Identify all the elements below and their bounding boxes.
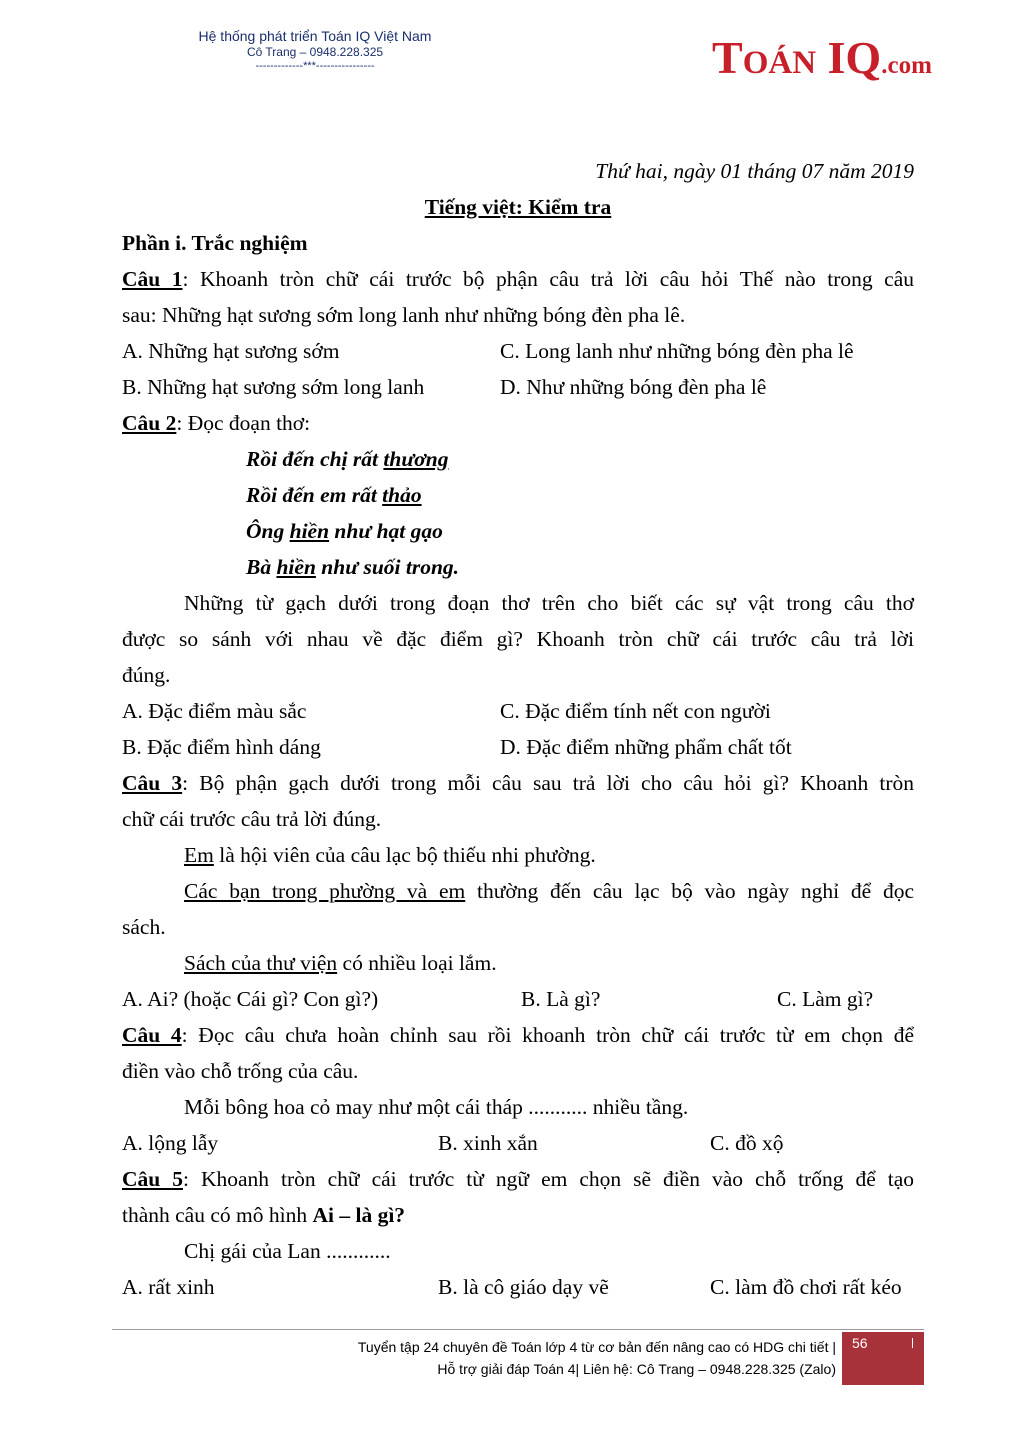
example-sentence: Em là hội viên của câu lạc bộ thiếu nhi phường. xyxy=(184,843,596,867)
document-body xyxy=(122,153,914,1305)
document-title: Tiếng việt: Kiểm tra xyxy=(424,195,612,219)
answer-b: B. Những hạt sương sớm long lanh xyxy=(122,375,425,399)
page-number-box xyxy=(842,1332,924,1385)
question-1-cont: sau: Những hạt sương sớm long lanh như những bóng đèn pha lê. xyxy=(122,303,686,327)
question-label: Câu 3 xyxy=(122,771,183,795)
answer-a: A. Đặc điểm màu sắc xyxy=(122,699,307,723)
example-sentence: Chị gái của Lan ............ xyxy=(184,1239,391,1263)
answer-c: C. Làm gì? xyxy=(777,987,874,1011)
footer-divider xyxy=(112,1329,924,1330)
question-label: Câu 1 xyxy=(122,267,183,291)
page-box-divider xyxy=(912,1338,913,1348)
question-2-text: Những từ gạch dưới trong đoạn thơ trên cho biết các sự vật trong câu thơ xyxy=(184,591,914,615)
answer-row xyxy=(122,1269,914,1305)
question-5: Câu 5: Khoanh tròn chữ cái trước từ ngữ em chọn sẽ điền vào chỗ trống để tạo xyxy=(122,1167,915,1191)
question-label: Câu 2 xyxy=(122,411,177,435)
poem-line: Bà hiền như suối trong. xyxy=(246,555,460,579)
document-date: Thứ hai, ngày 01 tháng 07 năm 2019 xyxy=(595,159,914,183)
answer-b: B. là cô giáo dạy vẽ xyxy=(438,1275,609,1299)
question-3: Câu 3: Bộ phận gạch dưới trong mỗi câu sau trả lời cho câu hỏi gì? Khoanh tròn xyxy=(122,771,915,795)
question-1: Câu 1: Khoanh tròn chữ cái trước bộ phận câu trả lời câu hỏi Thế nào trong câu xyxy=(122,267,915,291)
part-heading: Phần i. Trắc nghiệm xyxy=(122,231,308,255)
header-contact xyxy=(150,28,480,73)
answer-c: C. Đặc điểm tính nết con người xyxy=(500,699,771,723)
question-label: Câu 4 xyxy=(122,1023,182,1047)
example-sentence: Sách của thư viện có nhiều loại lắm. xyxy=(184,951,497,975)
answer-row xyxy=(122,333,914,369)
header-divider: -------------***---------------- xyxy=(255,60,375,72)
question-5-cont: thành câu có mô hình Ai – là gì? xyxy=(122,1203,406,1227)
question-2-cont: được so sánh với nhau về đặc điểm gì? Khoanh tròn chữ cái trước câu trả lời xyxy=(122,627,914,651)
toaniq-logo: TOÁN IQ.com xyxy=(712,32,932,83)
example-sentence: Mỗi bông hoa cỏ may như một cái tháp ........... nhiều tầng. xyxy=(184,1095,689,1119)
example-sentence-cont: sách. xyxy=(122,915,166,939)
answer-c: C. Long lanh như những bóng đèn pha lê xyxy=(500,339,854,363)
poem-line: Rồi đến chị rất thương xyxy=(246,447,449,471)
answer-b: B. Đặc điểm hình dáng xyxy=(122,735,321,759)
poem-line: Ông hiền như hạt gạo xyxy=(246,519,443,543)
page-footer xyxy=(112,1336,836,1380)
answer-a: A. rất xinh xyxy=(122,1275,215,1299)
header-title: Hệ thống phát triển Toán IQ Việt Nam xyxy=(198,28,432,44)
poem-line: Rồi đến em rất thảo xyxy=(246,483,422,507)
answer-b: B. Là gì? xyxy=(521,987,601,1011)
answer-d: D. Đặc điểm những phẩm chất tốt xyxy=(500,735,792,759)
footer-line-2: Hỗ trợ giải đáp Toán 4| Liên hệ: Cô Trang – 0948.228.325 (Zalo) xyxy=(437,1361,836,1377)
answer-a: A. lộng lẫy xyxy=(122,1131,219,1155)
question-2-cont: đúng. xyxy=(122,663,171,687)
answer-row xyxy=(122,981,914,1017)
question-2: Câu 2: Đọc đoạn thơ: xyxy=(122,411,311,435)
answer-b: B. xinh xắn xyxy=(438,1131,538,1155)
answer-a: A. Ai? (hoặc Cái gì? Con gì?) xyxy=(122,987,379,1011)
question-3-cont: chữ cái trước câu trả lời đúng. xyxy=(122,807,382,831)
answer-row xyxy=(122,369,914,405)
answer-row xyxy=(122,693,914,729)
answer-c: C. làm đồ chơi rất kéo xyxy=(710,1275,902,1299)
header-contact-line: Cô Trang – 0948.228.325 xyxy=(246,45,384,59)
question-4-cont: điền vào chỗ trống của câu. xyxy=(122,1059,359,1083)
answer-c: C. đồ xộ xyxy=(710,1131,784,1155)
answer-d: D. Như những bóng đèn pha lê xyxy=(500,375,767,399)
answer-a: A. Những hạt sương sớm xyxy=(122,339,340,363)
answer-row xyxy=(122,1125,914,1161)
footer-line-1: Tuyển tập 24 chuyên đề Toán lớp 4 từ cơ bản đến nâng cao có HDG chi tiết | xyxy=(357,1339,836,1355)
example-sentence: Các bạn trong phường và em thường đến câu lạc bộ vào ngày nghỉ để đọc xyxy=(184,879,914,903)
question-4: Câu 4: Đọc câu chưa hoàn chỉnh sau rồi khoanh tròn chữ cái trước từ em chọn để xyxy=(122,1023,915,1047)
page-number: 56 xyxy=(852,1335,868,1351)
answer-row xyxy=(122,729,914,765)
question-label: Câu 5 xyxy=(122,1167,183,1191)
